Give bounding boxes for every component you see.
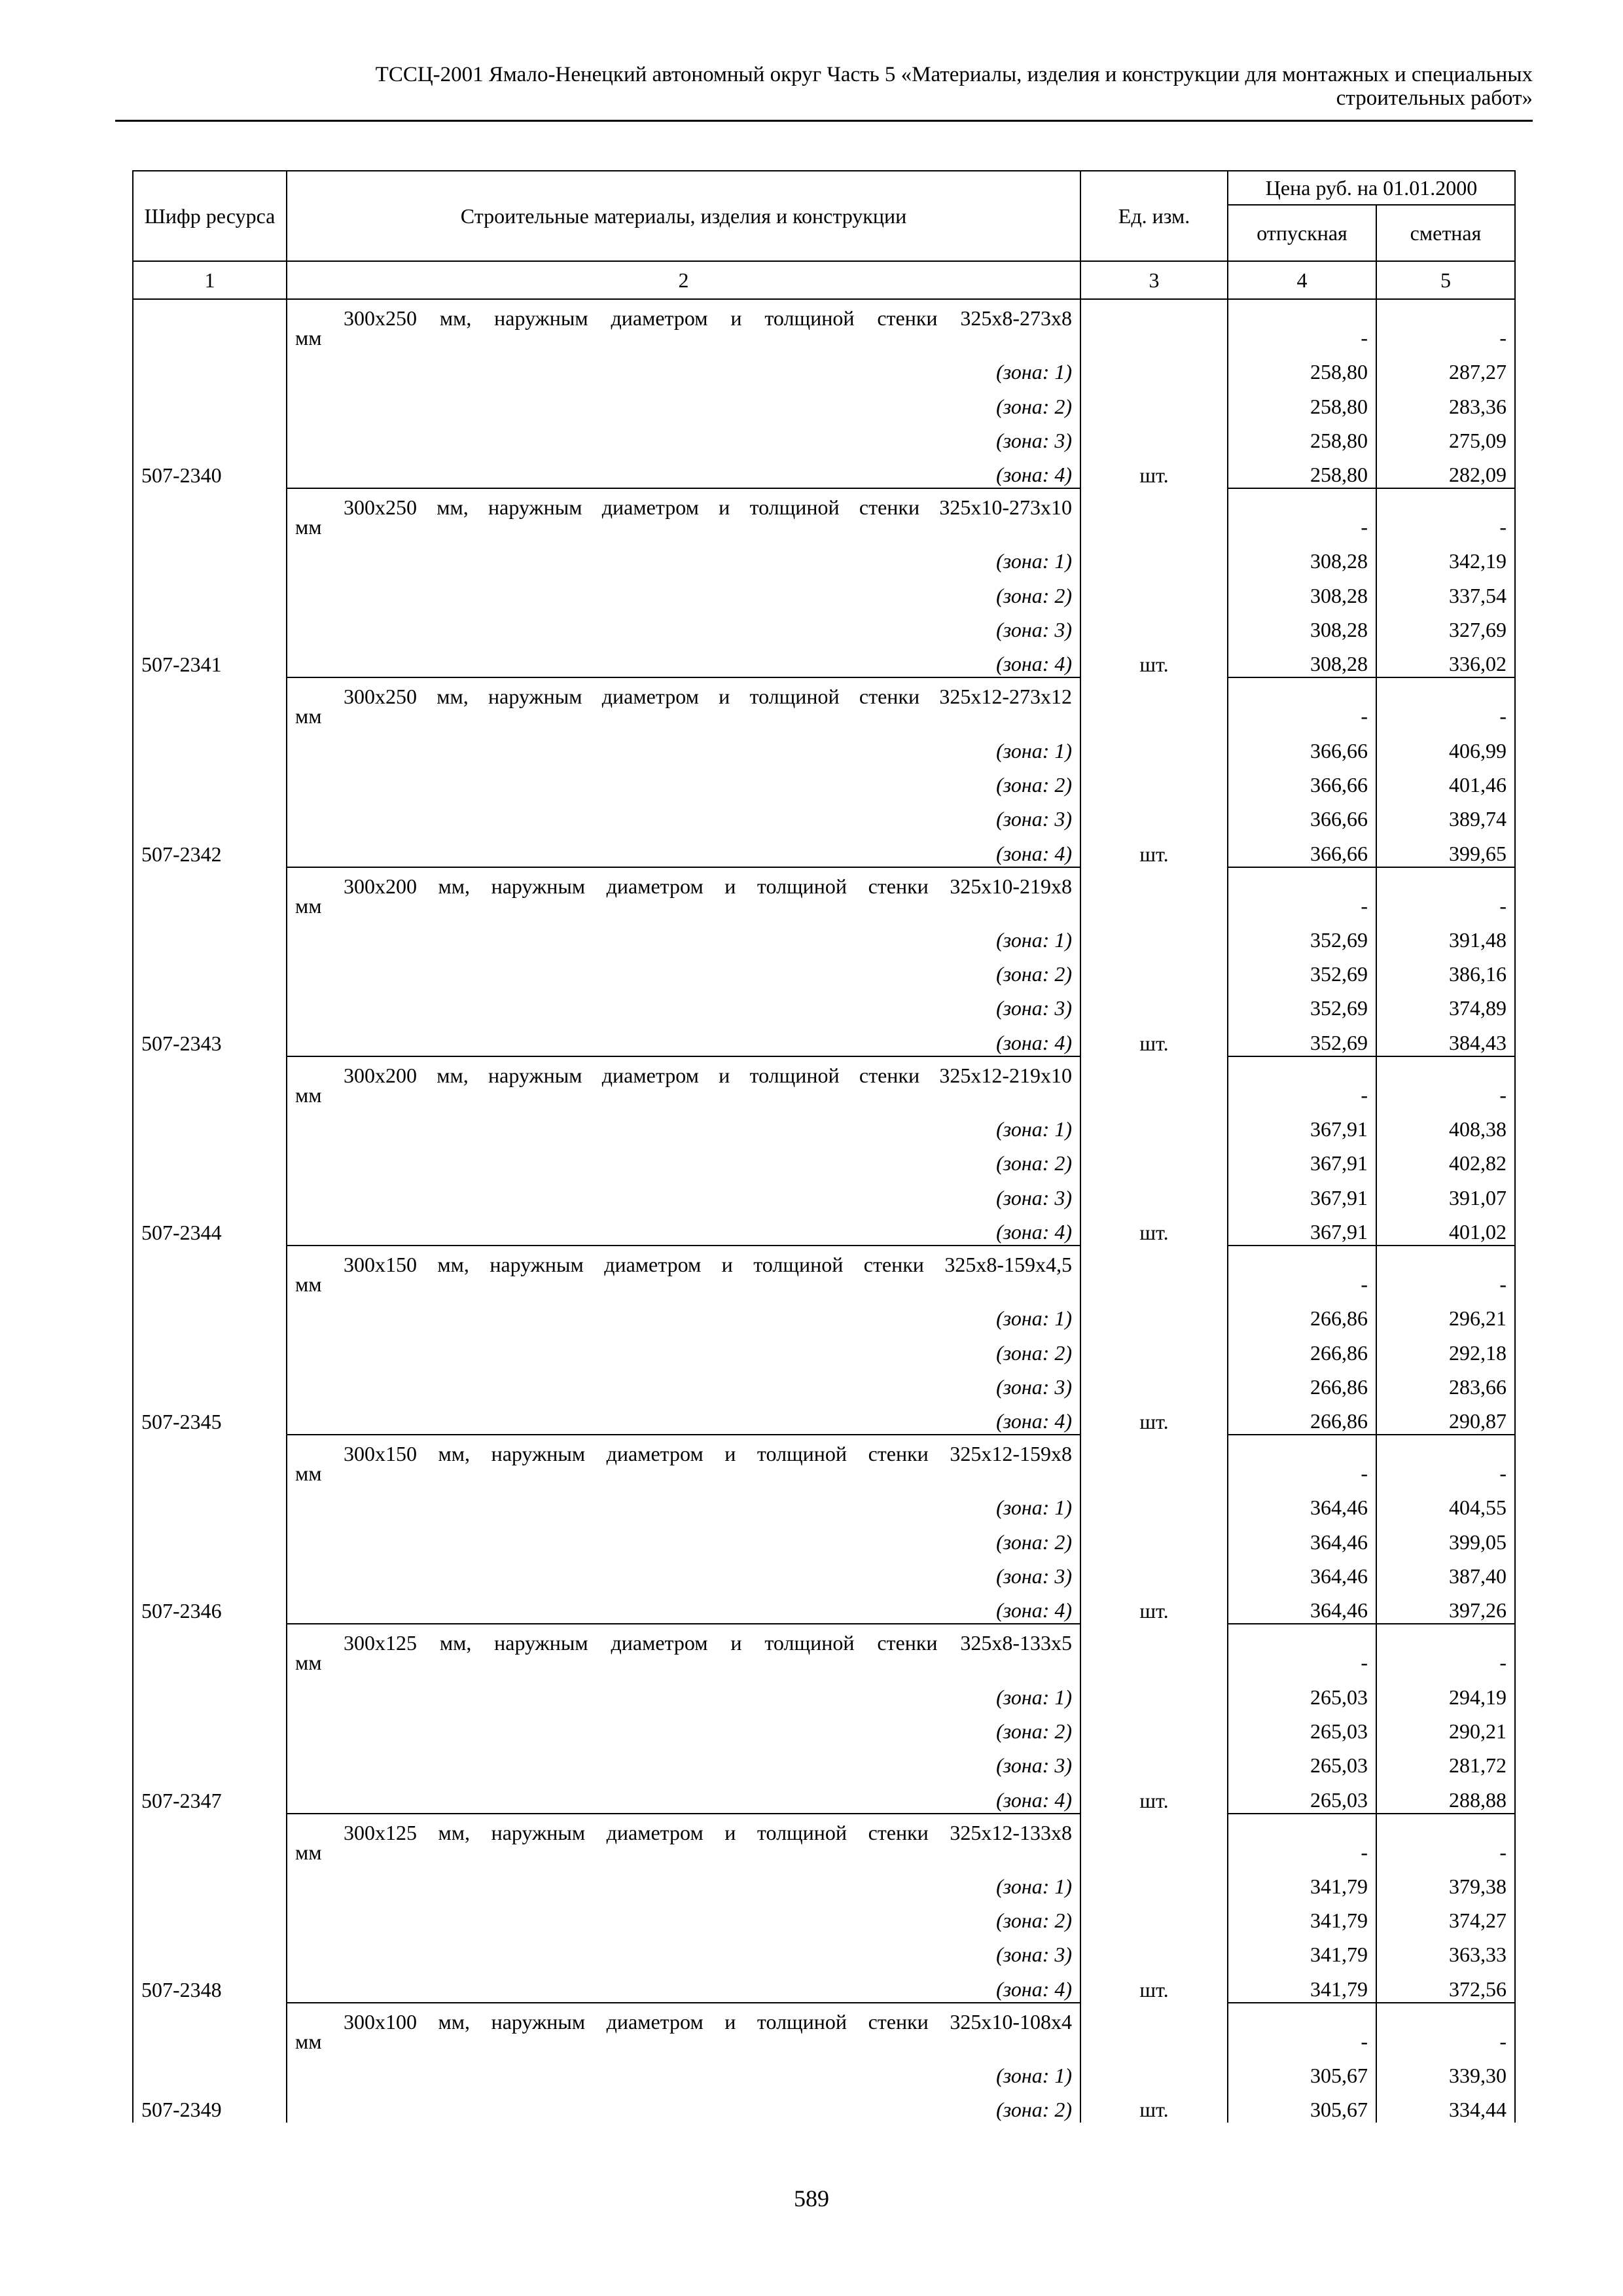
estimate-price: - bbox=[1376, 299, 1515, 351]
estimate-price: - bbox=[1376, 1056, 1515, 1108]
running-header bbox=[115, 63, 1533, 110]
zone-row bbox=[133, 1520, 1515, 1554]
zone-row bbox=[133, 2054, 1515, 2089]
zone-row bbox=[133, 953, 1515, 987]
release-price: 366,66 bbox=[1228, 832, 1376, 867]
release-price: 352,69 bbox=[1228, 953, 1376, 987]
resource-description bbox=[287, 1435, 1080, 1486]
description-text: 300х125 мм, наружным диаметром и толщиной стенки 325х8-133х5 bbox=[344, 1631, 1072, 1655]
zone-row bbox=[133, 1331, 1515, 1365]
table-row bbox=[133, 1056, 1515, 1108]
description-text: 300х150 мм, наружным диаметром и толщиной стенки 325х8-159х4,5 bbox=[344, 1252, 1072, 1276]
zone-label: (зона: 2) bbox=[287, 574, 1080, 608]
zone-label: (зона: 1) bbox=[287, 1297, 1080, 1331]
zone-label: (зона: 1) bbox=[287, 540, 1080, 574]
estimate-price: 327,69 bbox=[1376, 609, 1515, 643]
estimate-price: 283,66 bbox=[1376, 1366, 1515, 1400]
zone-label: (зона: 2) bbox=[287, 2089, 1080, 2123]
zone-label: (зона: 2) bbox=[287, 1142, 1080, 1176]
zone-label: (зона: 2) bbox=[287, 1710, 1080, 1744]
zone-row bbox=[133, 1555, 1515, 1589]
zone-row bbox=[133, 1021, 1515, 1056]
resource-code: 507-2344 bbox=[133, 1056, 287, 1246]
resource-group bbox=[133, 677, 1515, 867]
description-text: 300х125 мм, наружным диаметром и толщиной стенки 325х12-133х8 bbox=[344, 1820, 1072, 1844]
zone-row bbox=[133, 1899, 1515, 1933]
resource-group bbox=[133, 1246, 1515, 1435]
zone-label: (зона: 1) bbox=[287, 1108, 1080, 1142]
zone-row bbox=[133, 643, 1515, 677]
estimate-price: 283,36 bbox=[1376, 385, 1515, 419]
zone-row bbox=[133, 919, 1515, 953]
resource-group bbox=[133, 867, 1515, 1056]
resource-group bbox=[133, 1624, 1515, 1813]
estimate-price: 336,02 bbox=[1376, 643, 1515, 677]
zone-label: (зона: 4) bbox=[287, 1778, 1080, 1813]
description-unit-suffix: мм bbox=[295, 515, 322, 539]
zone-row bbox=[133, 1744, 1515, 1778]
estimate-price: 399,65 bbox=[1376, 832, 1515, 867]
table-row bbox=[133, 867, 1515, 919]
release-price: - bbox=[1228, 299, 1376, 351]
table-row bbox=[133, 2003, 1515, 2054]
description-unit-suffix: мм bbox=[295, 2029, 322, 2053]
description-unit-suffix: мм bbox=[295, 893, 322, 918]
release-price: 352,69 bbox=[1228, 1021, 1376, 1056]
unit-of-measure: шт. bbox=[1080, 1435, 1228, 1624]
release-price: - bbox=[1228, 677, 1376, 729]
zone-label: (зона: 4) bbox=[287, 1967, 1080, 2002]
release-price: 352,69 bbox=[1228, 919, 1376, 953]
release-price: 265,03 bbox=[1228, 1710, 1376, 1744]
zone-row bbox=[133, 1176, 1515, 1210]
unit-of-measure: шт. bbox=[1080, 2003, 1228, 2123]
resource-code: 507-2349 bbox=[133, 2003, 287, 2123]
zone-row bbox=[133, 729, 1515, 763]
release-price: 367,91 bbox=[1228, 1142, 1376, 1176]
zone-row bbox=[133, 764, 1515, 798]
header-rule bbox=[115, 120, 1533, 122]
release-price: 308,28 bbox=[1228, 574, 1376, 608]
col-header-price-group: Цена руб. на 01.01.2000 bbox=[1228, 171, 1515, 205]
estimate-price: - bbox=[1376, 677, 1515, 729]
zone-row bbox=[133, 574, 1515, 608]
zone-row bbox=[133, 832, 1515, 867]
resource-description bbox=[287, 1624, 1080, 1676]
zone-row bbox=[133, 540, 1515, 574]
zone-label: (зона: 1) bbox=[287, 1486, 1080, 1520]
table-row bbox=[133, 1246, 1515, 1297]
zone-row bbox=[133, 1108, 1515, 1142]
estimate-price: 397,26 bbox=[1376, 1589, 1515, 1624]
description-text: 300х100 мм, наружным диаметром и толщиной стенки 325х10-108х4 bbox=[344, 2009, 1072, 2034]
estimate-price: 292,18 bbox=[1376, 1331, 1515, 1365]
release-price: 367,91 bbox=[1228, 1108, 1376, 1142]
release-price: - bbox=[1228, 1624, 1376, 1676]
table-row bbox=[133, 299, 1515, 351]
estimate-price: 374,89 bbox=[1376, 987, 1515, 1021]
description-unit-suffix: мм bbox=[295, 1272, 322, 1296]
estimate-price: 337,54 bbox=[1376, 574, 1515, 608]
zone-label: (зона: 4) bbox=[287, 1211, 1080, 1246]
zone-row bbox=[133, 609, 1515, 643]
zone-label: (зона: 3) bbox=[287, 1366, 1080, 1400]
resource-group bbox=[133, 1814, 1515, 2003]
zone-label: (зона: 4) bbox=[287, 454, 1080, 488]
release-price: 308,28 bbox=[1228, 643, 1376, 677]
zone-row bbox=[133, 2089, 1515, 2123]
zone-label: (зона: 1) bbox=[287, 351, 1080, 385]
release-price: 258,80 bbox=[1228, 420, 1376, 454]
zone-label: (зона: 2) bbox=[287, 953, 1080, 987]
estimate-price: 374,27 bbox=[1376, 1899, 1515, 1933]
zone-row bbox=[133, 1589, 1515, 1624]
estimate-price: - bbox=[1376, 488, 1515, 540]
zone-label: (зона: 3) bbox=[287, 1176, 1080, 1210]
estimate-price: 288,88 bbox=[1376, 1778, 1515, 1813]
zone-label: (зона: 1) bbox=[287, 1676, 1080, 1710]
description-unit-suffix: мм bbox=[295, 1840, 322, 1864]
zone-label: (зона: 3) bbox=[287, 1555, 1080, 1589]
zone-label: (зона: 2) bbox=[287, 764, 1080, 798]
estimate-price: 384,43 bbox=[1376, 1021, 1515, 1056]
price-table bbox=[132, 170, 1516, 2123]
estimate-price: 404,55 bbox=[1376, 1486, 1515, 1520]
resource-code: 507-2348 bbox=[133, 1814, 287, 2003]
resource-description bbox=[287, 677, 1080, 729]
release-price: 366,66 bbox=[1228, 729, 1376, 763]
zone-row bbox=[133, 351, 1515, 385]
resource-group bbox=[133, 488, 1515, 677]
table-row bbox=[133, 677, 1515, 729]
zone-row bbox=[133, 1933, 1515, 1967]
zone-label: (зона: 3) bbox=[287, 609, 1080, 643]
release-price: 364,46 bbox=[1228, 1589, 1376, 1624]
resource-description bbox=[287, 1056, 1080, 1108]
release-price: 305,67 bbox=[1228, 2054, 1376, 2089]
table-row bbox=[133, 488, 1515, 540]
zone-row bbox=[133, 987, 1515, 1021]
zone-label: (зона: 3) bbox=[287, 1744, 1080, 1778]
estimate-price: 339,30 bbox=[1376, 2054, 1515, 2089]
col-header-code: Шифр ресурса bbox=[133, 171, 287, 261]
estimate-price: 281,72 bbox=[1376, 1744, 1515, 1778]
release-price: 308,28 bbox=[1228, 609, 1376, 643]
estimate-price: - bbox=[1376, 2003, 1515, 2054]
zone-label: (зона: 3) bbox=[287, 798, 1080, 832]
release-price: - bbox=[1228, 1246, 1376, 1297]
header-line-1: ТССЦ-2001 Ямало-Ненецкий автономный округ Часть 5 «Материалы, изделия и конструкции для монтажных и специальных bbox=[375, 63, 1533, 86]
estimate-price: 372,56 bbox=[1376, 1967, 1515, 2002]
unit-of-measure: шт. bbox=[1080, 1246, 1228, 1435]
zone-label: (зона: 2) bbox=[287, 1520, 1080, 1554]
resource-group bbox=[133, 2003, 1515, 2123]
description-unit-suffix: мм bbox=[295, 1083, 322, 1107]
release-price: 366,66 bbox=[1228, 798, 1376, 832]
description-text: 300х150 мм, наружным диаметром и толщиной стенки 325х12-159х8 bbox=[344, 1442, 1072, 1466]
zone-row bbox=[133, 1486, 1515, 1520]
table-row bbox=[133, 1624, 1515, 1676]
zone-row bbox=[133, 1865, 1515, 1899]
release-price: 352,69 bbox=[1228, 987, 1376, 1021]
release-price: 341,79 bbox=[1228, 1865, 1376, 1899]
release-price: 308,28 bbox=[1228, 540, 1376, 574]
estimate-price: 363,33 bbox=[1376, 1933, 1515, 1967]
zone-row bbox=[133, 454, 1515, 488]
release-price: 258,80 bbox=[1228, 454, 1376, 488]
zone-row bbox=[133, 1297, 1515, 1331]
zone-row bbox=[133, 1211, 1515, 1246]
release-price: - bbox=[1228, 867, 1376, 919]
estimate-price: 342,19 bbox=[1376, 540, 1515, 574]
resource-description bbox=[287, 867, 1080, 919]
zone-row bbox=[133, 1676, 1515, 1710]
table-row bbox=[133, 1814, 1515, 1865]
estimate-price: 290,87 bbox=[1376, 1400, 1515, 1435]
zone-label: (зона: 4) bbox=[287, 1400, 1080, 1435]
zone-label: (зона: 3) bbox=[287, 420, 1080, 454]
estimate-price: - bbox=[1376, 1624, 1515, 1676]
release-price: - bbox=[1228, 1435, 1376, 1486]
col-number-4: 4 bbox=[1228, 261, 1376, 299]
description-text: 300х250 мм, наружным диаметром и толщиной стенки 325х10-273х10 bbox=[344, 495, 1072, 520]
release-price: 266,86 bbox=[1228, 1400, 1376, 1435]
description-unit-suffix: мм bbox=[295, 704, 322, 728]
estimate-price: 290,21 bbox=[1376, 1710, 1515, 1744]
table-row bbox=[133, 1435, 1515, 1486]
resource-description bbox=[287, 299, 1080, 351]
release-price: 266,86 bbox=[1228, 1331, 1376, 1365]
zone-row bbox=[133, 420, 1515, 454]
release-price: 265,03 bbox=[1228, 1676, 1376, 1710]
estimate-price: 399,05 bbox=[1376, 1520, 1515, 1554]
zone-label: (зона: 3) bbox=[287, 987, 1080, 1021]
release-price: - bbox=[1228, 488, 1376, 540]
table-header bbox=[133, 171, 1515, 299]
release-price: - bbox=[1228, 2003, 1376, 2054]
unit-of-measure: шт. bbox=[1080, 1056, 1228, 1246]
release-price: - bbox=[1228, 1056, 1376, 1108]
estimate-price: 401,02 bbox=[1376, 1211, 1515, 1246]
resource-code: 507-2343 bbox=[133, 867, 287, 1056]
estimate-price: 406,99 bbox=[1376, 729, 1515, 763]
unit-of-measure: шт. bbox=[1080, 867, 1228, 1056]
release-price: 265,03 bbox=[1228, 1778, 1376, 1813]
unit-of-measure: шт. bbox=[1080, 299, 1228, 488]
description-unit-suffix: мм bbox=[295, 1462, 322, 1486]
description-text: 300х200 мм, наружным диаметром и толщиной стенки 325х12-219х10 bbox=[344, 1063, 1072, 1087]
estimate-price: 387,40 bbox=[1376, 1555, 1515, 1589]
resource-code: 507-2341 bbox=[133, 488, 287, 677]
estimate-price: 275,09 bbox=[1376, 420, 1515, 454]
release-price: 266,86 bbox=[1228, 1297, 1376, 1331]
zone-label: (зона: 4) bbox=[287, 643, 1080, 677]
resource-code: 507-2342 bbox=[133, 677, 287, 867]
estimate-price: 391,07 bbox=[1376, 1176, 1515, 1210]
zone-label: (зона: 2) bbox=[287, 1331, 1080, 1365]
release-price: 341,79 bbox=[1228, 1899, 1376, 1933]
zone-label: (зона: 1) bbox=[287, 1865, 1080, 1899]
resource-code: 507-2340 bbox=[133, 299, 287, 488]
resource-code: 507-2346 bbox=[133, 1435, 287, 1624]
release-price: 341,79 bbox=[1228, 1967, 1376, 2002]
release-price: 305,67 bbox=[1228, 2089, 1376, 2123]
zone-row bbox=[133, 1400, 1515, 1435]
description-text: 300х200 мм, наружным диаметром и толщиной стенки 325х10-219х8 bbox=[344, 874, 1072, 898]
release-price: 266,86 bbox=[1228, 1366, 1376, 1400]
col-header-release-price: отпускная bbox=[1228, 205, 1376, 261]
estimate-price: 386,16 bbox=[1376, 953, 1515, 987]
estimate-price: 334,44 bbox=[1376, 2089, 1515, 2123]
zone-label: (зона: 4) bbox=[287, 1021, 1080, 1056]
description-unit-suffix: мм bbox=[295, 326, 322, 350]
estimate-price: 408,38 bbox=[1376, 1108, 1515, 1142]
release-price: 258,80 bbox=[1228, 351, 1376, 385]
zone-row bbox=[133, 1142, 1515, 1176]
zone-label: (зона: 1) bbox=[287, 919, 1080, 953]
description-unit-suffix: мм bbox=[295, 1651, 322, 1675]
unit-of-measure: шт. bbox=[1080, 488, 1228, 677]
estimate-price: 402,82 bbox=[1376, 1142, 1515, 1176]
unit-of-measure: шт. bbox=[1080, 1624, 1228, 1813]
estimate-price: 282,09 bbox=[1376, 454, 1515, 488]
release-price: 364,46 bbox=[1228, 1486, 1376, 1520]
col-header-unit: Ед. изм. bbox=[1080, 171, 1228, 261]
estimate-price: 391,48 bbox=[1376, 919, 1515, 953]
resource-code: 507-2347 bbox=[133, 1624, 287, 1813]
resource-description bbox=[287, 488, 1080, 540]
zone-label: (зона: 1) bbox=[287, 729, 1080, 763]
release-price: 364,46 bbox=[1228, 1520, 1376, 1554]
release-price: 265,03 bbox=[1228, 1744, 1376, 1778]
zone-label: (зона: 4) bbox=[287, 832, 1080, 867]
zone-label: (зона: 4) bbox=[287, 1589, 1080, 1624]
zone-label: (зона: 2) bbox=[287, 1899, 1080, 1933]
zone-row bbox=[133, 1778, 1515, 1813]
resource-description bbox=[287, 2003, 1080, 2054]
estimate-price: 401,46 bbox=[1376, 764, 1515, 798]
release-price: 367,91 bbox=[1228, 1211, 1376, 1246]
release-price: 366,66 bbox=[1228, 764, 1376, 798]
resource-description bbox=[287, 1246, 1080, 1297]
release-price: - bbox=[1228, 1814, 1376, 1865]
release-price: 341,79 bbox=[1228, 1933, 1376, 1967]
release-price: 258,80 bbox=[1228, 385, 1376, 419]
resource-group bbox=[133, 299, 1515, 488]
unit-of-measure: шт. bbox=[1080, 1814, 1228, 2003]
estimate-price: - bbox=[1376, 1814, 1515, 1865]
resource-code: 507-2345 bbox=[133, 1246, 287, 1435]
zone-row bbox=[133, 1967, 1515, 2002]
resource-group bbox=[133, 1056, 1515, 1246]
estimate-price: - bbox=[1376, 1435, 1515, 1486]
zone-row bbox=[133, 1710, 1515, 1744]
col-number-5: 5 bbox=[1376, 261, 1515, 299]
col-header-estimate-price: сметная bbox=[1376, 205, 1515, 261]
zone-row bbox=[133, 1366, 1515, 1400]
col-header-materials: Строительные материалы, изделия и конструкции bbox=[287, 171, 1080, 261]
col-number-1: 1 bbox=[133, 261, 287, 299]
release-price: 364,46 bbox=[1228, 1555, 1376, 1589]
description-text: 300х250 мм, наружным диаметром и толщиной стенки 325х12-273х12 bbox=[344, 685, 1072, 709]
estimate-price: 379,38 bbox=[1376, 1865, 1515, 1899]
resource-group bbox=[133, 1435, 1515, 1624]
estimate-price: 287,27 bbox=[1376, 351, 1515, 385]
col-number-2: 2 bbox=[287, 261, 1080, 299]
zone-label: (зона: 2) bbox=[287, 385, 1080, 419]
header-line-2: строительных работ» bbox=[1336, 86, 1533, 110]
zone-label: (зона: 1) bbox=[287, 2054, 1080, 2089]
estimate-price: 294,19 bbox=[1376, 1676, 1515, 1710]
resource-description bbox=[287, 1814, 1080, 1865]
zone-label: (зона: 3) bbox=[287, 1933, 1080, 1967]
zone-row bbox=[133, 798, 1515, 832]
estimate-price: 389,74 bbox=[1376, 798, 1515, 832]
estimate-price: 296,21 bbox=[1376, 1297, 1515, 1331]
estimate-price: - bbox=[1376, 1246, 1515, 1297]
estimate-price: - bbox=[1376, 867, 1515, 919]
col-number-3: 3 bbox=[1080, 261, 1228, 299]
description-text: 300х250 мм, наружным диаметром и толщиной стенки 325х8-273х8 bbox=[344, 306, 1072, 330]
page-number: 589 bbox=[794, 2185, 829, 2212]
unit-of-measure: шт. bbox=[1080, 677, 1228, 867]
release-price: 367,91 bbox=[1228, 1176, 1376, 1210]
zone-row bbox=[133, 385, 1515, 419]
